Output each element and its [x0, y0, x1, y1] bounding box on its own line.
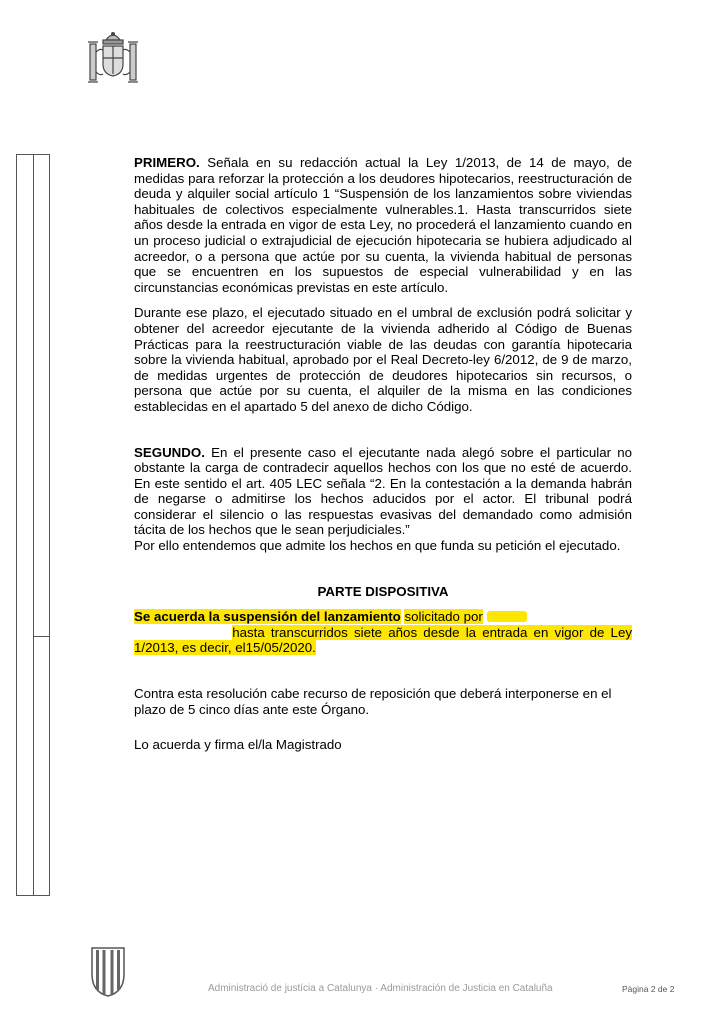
paragraph-primero — [134, 155, 632, 295]
document-body — [134, 155, 632, 753]
redacted-name — [487, 611, 527, 622]
paragraph-por-ello — [134, 538, 632, 554]
paragraph-firma — [134, 737, 632, 753]
dispositiva-mid: solicitado por — [404, 609, 483, 625]
segundo-label: SEGUNDO. — [134, 444, 205, 460]
primero-label: PRIMERO. — [134, 155, 200, 170]
paragraph-durante — [134, 305, 632, 414]
dispositiva-heading: PARTE DISPOSITIVA — [317, 583, 449, 599]
margin-box — [16, 154, 50, 896]
spanish-coat-of-arms-icon — [86, 28, 140, 90]
dispositiva-bold: Se acuerda la suspensión del lanzamiento — [134, 609, 401, 625]
firma-text: Lo acuerda y firma el/la Magistrado — [134, 737, 342, 753]
redacted-space — [134, 627, 226, 638]
por-ello-text: Por ello entendemos que admite los hechos en que funda su petición el ejecutado. — [134, 538, 621, 554]
dispositiva-rest: hasta transcurridos siete años desde la entrada en vigor de Ley 1/2013, es decir, el15/05/2020. — [134, 624, 632, 656]
segundo-text: En el presente caso el ejecutante nada alegó sobre el particular no obstante la carga de contradecir aquellos hechos con los que no esté de acuerdo. En este sentido el art. 405 LEC señala “2. En la contestación a la demanda habrán de negarse o admitirse los hechos aducidos por el actor. El tribunal podrá considerar el silencio o las respuestas evasivas del demandado como admisión tácita de los hechos que le sean perjudiciales.” — [134, 444, 633, 538]
paragraph-segundo — [134, 445, 632, 539]
paragraph-recurso — [134, 686, 632, 717]
footer-text: Administració de justícia a Catalunya · Administración de Justicia en Cataluña — [208, 983, 553, 994]
paragraph-dispositiva — [134, 609, 632, 656]
recurso-text: Contra esta resolución cabe recurso de reposición que deberá interponerse en el plazo de 5 cinco días ante este Órgano. — [134, 686, 612, 717]
durante-text: Durante ese plazo, el ejecutado situado en el umbral de exclusión podrá solicitar y obtener del acreedor ejecutante de la vivienda adherido al Código de Buenas Prácticas para la reestructuración viable de las deudas con garantía hipotecaria sobre la vivienda habitual, aprobado por el Real Decreto-ley 6/2012, de 9 de marzo, de medidas urgentes de protección de deudores hipotecarios sin recursos, o persona que actúe por su cuenta, el alquiler de la misma en las condiciones establecidas en el apartado 5 del anexo de dicho Código. — [134, 305, 632, 414]
primero-text: Señala en su redacción actual la Ley 1/2013, de 14 de mayo, de medidas para reforzar la protección a los deudores hipotecarios, reestructuración de deuda y alquiler social artículo 1 “Suspensión de los lanzamientos sobre viviendas habituales de colectivos especialmente vulnerables.1. Hasta transcurridos siete años desde la entrada en vigor de esta Ley, no procederá el lanzamiento cuando en un proceso judicial o extrajudicial de ejecución hipotecaria se hubiera adjudicado al acreedor, o a persona que actúe por su cuenta, la vivienda habitual de personas que se encuentren en los supuestos de especial vulnerabilidad y en las circunstancias económicas previstas en este artículo. — [134, 155, 632, 295]
page-number: Pàgina 2 de 2 — [622, 984, 675, 994]
generalitat-catalunya-logo-icon — [88, 944, 128, 998]
